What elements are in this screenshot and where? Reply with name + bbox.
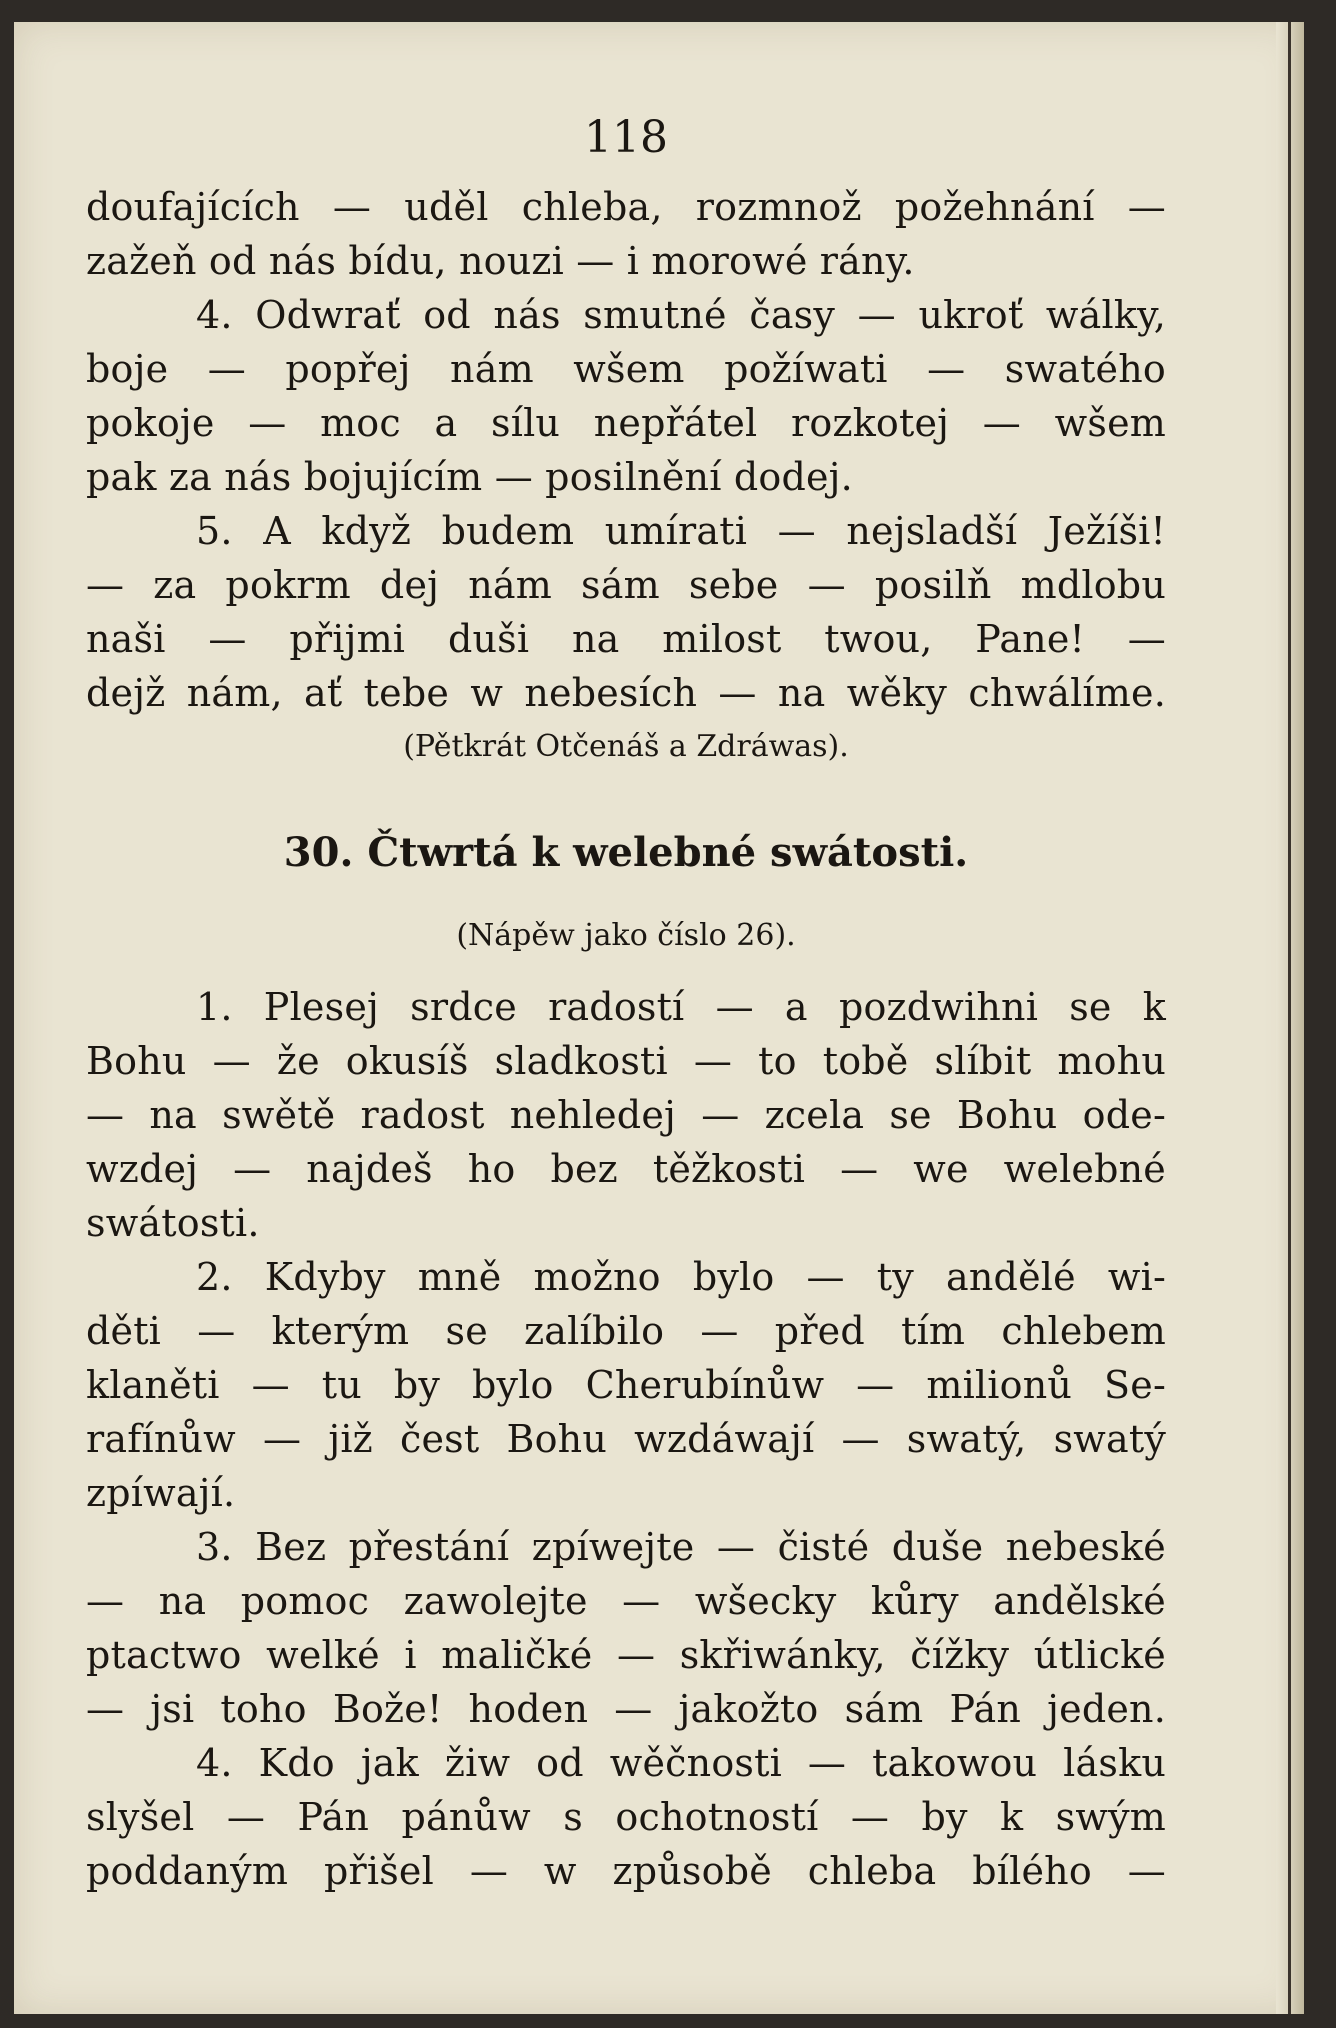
hymn-line: wzdej — najdeš ho bez těžkosti — we welebné (86, 1147, 1166, 1191)
melody-note: (Nápěw jako číslo 26). (456, 918, 796, 953)
book-page (14, 22, 1304, 2014)
hymn-line: ptactwo welké i maličké — skřiwánky, čížky útlické (86, 1633, 1166, 1677)
verse-line: 4. Odwrať od nás smutné časy — ukroť wálky, (196, 293, 1166, 337)
hymn-line: děti — kterým se zalíbilo — před tím chlebem (86, 1309, 1166, 1353)
page-number: 118 (584, 112, 668, 163)
hymn-line: — jsi toho Bože! hoden — jakožto sám Pán jeden. (86, 1687, 1166, 1731)
prayer-note: (Pětkrát Otčenáš a Zdráwas). (403, 729, 849, 764)
verse-line: — za pokrm dej nám sám sebe — posilň mdlobu (86, 563, 1166, 607)
hymn-line: 2. Kdyby mně možno bylo — ty andělé wi- (196, 1255, 1166, 1299)
verse-line: pak za nás bojujícím — posilnění dodej. (86, 455, 853, 499)
hymn-line: 1. Plesej srdce radostí — a pozdwihni se k (196, 985, 1166, 1029)
verse-line: boje — popřej nám wšem požíwati — swatého (86, 347, 1166, 391)
hymn-line: 3. Bez přestání zpíwejte — čisté duše nebeské (196, 1525, 1166, 1569)
section-heading: 30. Čtwrtá k welebné swátosti. (283, 829, 969, 876)
verse-line: dejž nám, ať tebe w nebesích — na wěky chwálíme. (86, 671, 1166, 715)
text-line: doufajících — uděl chleba, rozmnož požehnání — (86, 185, 1166, 229)
verse-line: pokoje — moc a sílu nepřátel rozkotej — wšem (86, 401, 1166, 445)
hymn-line: klaněti — tu by bylo Cherubínůw — milionů Se- (86, 1363, 1166, 1407)
hymn-line: slyšel — Pán pánůw s ochotností — by k swým (86, 1795, 1166, 1839)
hymn-line: Bohu — že okusíš sladkosti — to tobě slíbit mohu (86, 1039, 1166, 1083)
page-content (86, 102, 1166, 1898)
verse-line: 5. A když budem umírati — nejsladší Ježíši! (196, 509, 1166, 553)
verse-line: naši — přijmi duši na milost twou, Pane! — (86, 617, 1166, 661)
hymn-line: — na swětě radost nehledej — zcela se Bohu ode- (86, 1093, 1166, 1137)
hymn-line: rafínůw — již čest Bohu wzdáwají — swatý, swatý (86, 1417, 1166, 1461)
binding-edge (1288, 22, 1291, 2014)
text-line: zažeň od nás bídu, nouzi — i morowé rány. (86, 239, 915, 283)
hymn-line: zpíwají. (86, 1471, 236, 1515)
hymn-line: 4. Kdo jak žiw od wěčnosti — takowou lásku (196, 1741, 1166, 1785)
hymn-line: swátosti. (86, 1201, 260, 1245)
hymn-line: poddaným přišel — w způsobě chleba bílého — (86, 1849, 1166, 1893)
hymn-line: — na pomoc zawolejte — wšecky kůry andělské (86, 1579, 1166, 1623)
